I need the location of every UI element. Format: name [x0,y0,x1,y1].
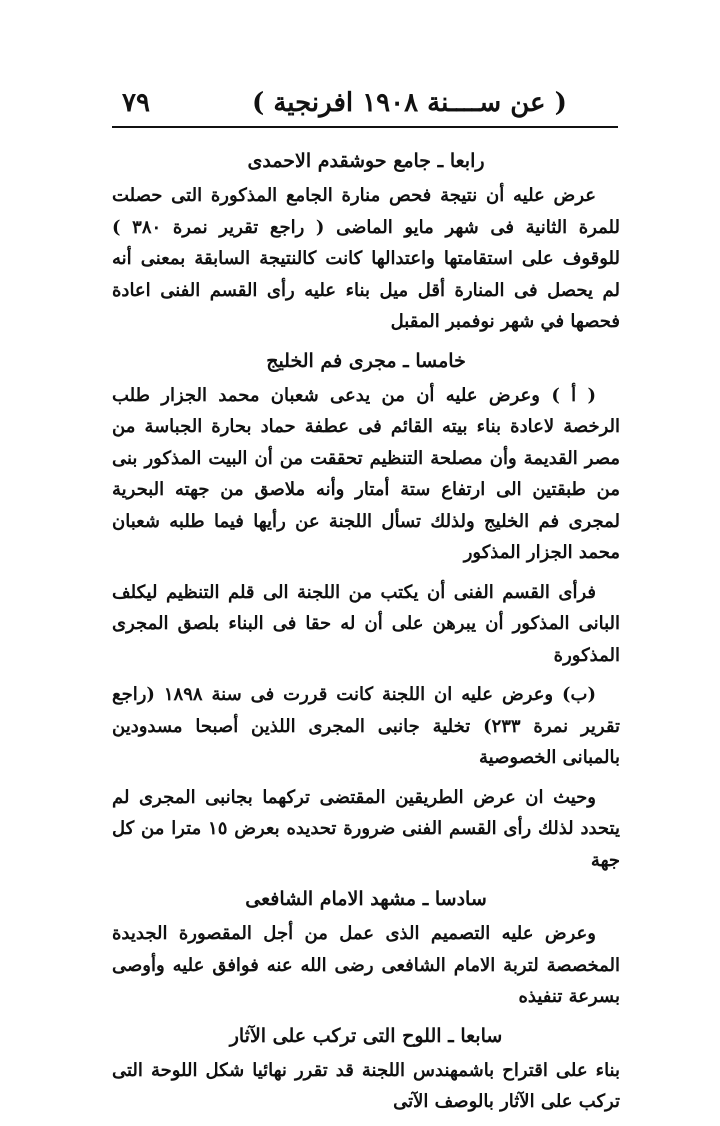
section-fourth [112,146,620,338]
header-rule [112,126,618,128]
document-body [112,140,620,1126]
section-heading: سادسا ـ مشهد الامام الشافعى [245,888,487,910]
page-header [112,88,612,122]
paragraph: وحيث ان عرض الطريقين المقتضى تركهما بجانبى المجرى لم يتحدد لذلك رأى القسم الفنى ضرورة تحديده بعرض ١٥ مترا من كل جهة [112,786,620,871]
section-heading: رابعا ـ جامع حوشقدم الاحمدى [247,150,485,172]
paragraph: فرأى القسم الفنى أن يكتب من اللجنة الى قلم التنظيم ليكلف البانى المذكور أن يبرهن على أن له حقا فى البناء بلصق المجرى المذكورة [112,581,620,666]
paragraph: وعرض عليه التصميم الذى عمل من أجل المقصورة الجديدة المخصصة لتربة الامام الشافعى رضى الله عنه فوافق عليه وأوصى بسرعة تنفيذه [112,923,620,1007]
section-sixth [112,884,620,1013]
paragraph: عرض عليه أن نتيجة فحص منارة الجامع المذكورة التى حصلت للمرة الثانية فى شهر مايو الماضى ( راجع تقرير نمرة ٣٨٠ ) للوقوف على استقامتها واعتدالها كانت كالنتيجة السابقة بمعنى أنه لم يحصل فى المنارة أقل ميل بناء عليه رأى القسم الفنى اعادة فحصها في شهر نوفمبر المقبل [112,185,620,332]
section-heading: سابعا ـ اللوح التى تركب على الآثار [229,1024,503,1047]
section-seventh [112,1021,620,1118]
paragraph: بناء على اقتراح باشمهندس اللجنة قد تقرر نهائيا شكل اللوحة التى تركب على الآثار بالوصف الآتى [112,1059,620,1112]
section-fifth [112,346,620,877]
section-heading: خامسا ـ مجرى فم الخليج [266,349,466,372]
paragraph: (ب) وعرض عليه ان اللجنة كانت قررت فى سنة ١٨٩٨ (راجع تقرير نمرة ٢٣٣) تخلية جانبى المجرى اللذين أصبحا مسدودين بالمبانى الخصوصية [112,684,620,768]
paragraph: ( أ ) وعرض عليه أن من يدعى شعبان محمد الجزار طلب الرخصة لاعادة بناء بيته القائم فى عطفة حماد بحارة الجباسة من مصر القديمة وأن مصلحة التنظيم تحققت من أن البيت المذكور بنى من طبقتين الى ارتفاع ستة أمتار وأنه ملاصق من جهته البحرية لمجرى فم الخليج ولذلك تسأل اللجنة عن رأيها فيما طلبه شعبان محمد الجزار المذكور [112,384,620,563]
running-header-title: ( عن ســــنة ١٩٠٨ افرنجية ) [252,88,567,118]
page-number: ٧٩ [122,88,150,118]
